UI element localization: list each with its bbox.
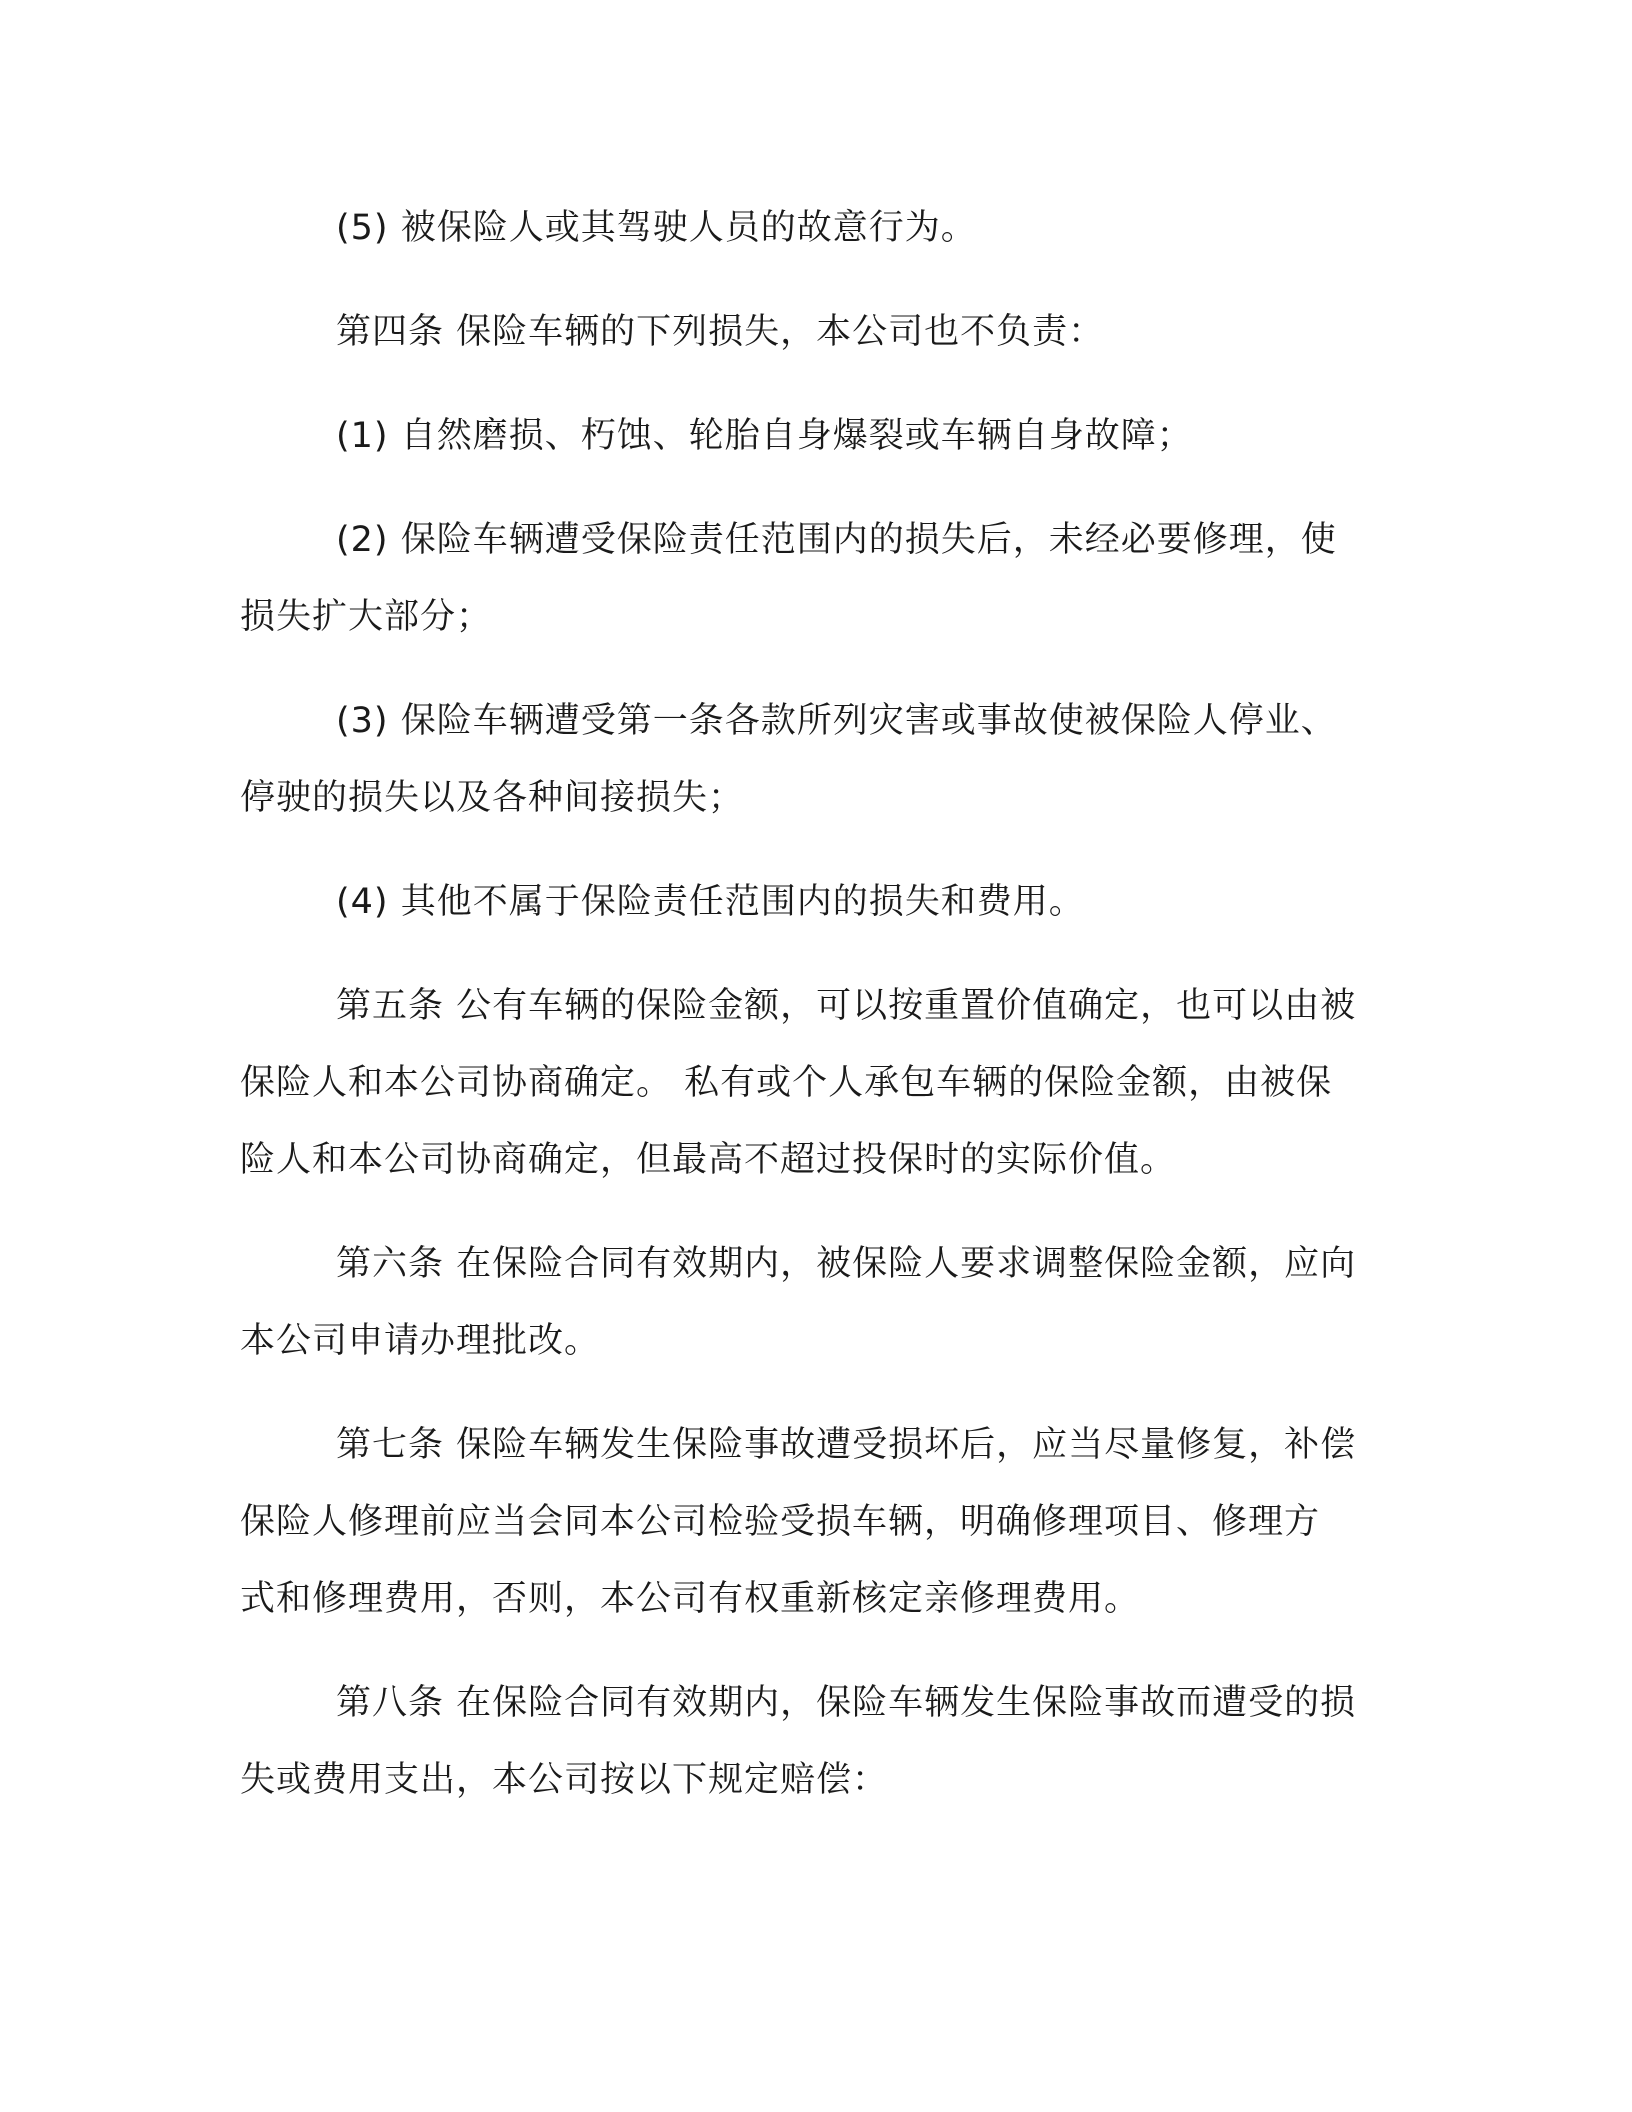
article-5 (240, 968, 1380, 1199)
text-line: 式和修理费用，否则，本公司有权重新核定亲修理费用。 (240, 1579, 1141, 1619)
text-line: 停驶的损失以及各种间接损失； (240, 778, 745, 818)
text-line: 险人和本公司协商确定，但最高不超过投保时的实际价值。 (240, 1140, 1177, 1180)
text-line: (4) 其他不属于保险责任范围内的损失和费用。 (336, 882, 1085, 922)
text-line: 第四条 保险车辆的下列损失，本公司也不负责： (336, 312, 1105, 352)
article-7 (240, 1407, 1380, 1638)
article-4-item-3 (240, 683, 1380, 837)
article-8 (240, 1665, 1380, 1819)
text-line: (3) 保险车辆遭受第一条各款所列灾害或事故使被保险人停业、 (336, 701, 1337, 741)
article-4-item-4 (240, 864, 1380, 941)
text-line: 第八条 在保险合同有效期内，保险车辆发生保险事故而遭受的损 (336, 1683, 1357, 1723)
article-4-item-1 (240, 398, 1380, 475)
text-line: 保险人和本公司协商确定。 私有或个人承包车辆的保险金额，由被保 (240, 1063, 1333, 1103)
document-page (240, 190, 1380, 1846)
clause-item-5 (240, 190, 1380, 267)
text-line: 保险人修理前应当会同本公司检验受损车辆，明确修理项目、修理方 (240, 1502, 1321, 1542)
text-line: 损失扩大部分； (240, 597, 493, 637)
text-line: 失或费用支出，本公司按以下规定赔偿： (240, 1760, 889, 1800)
text-line: 第七条 保险车辆发生保险事故遭受损坏后，应当尽量修复，补偿 (336, 1425, 1357, 1465)
text-line: 第六条 在保险合同有效期内，被保险人要求调整保险金额，应向 (336, 1244, 1357, 1284)
article-4-item-2 (240, 502, 1380, 656)
article-4-heading (240, 294, 1380, 371)
text-line: (5) 被保险人或其驾驶人员的故意行为。 (336, 208, 977, 248)
text-line: 第五条 公有车辆的保险金额，可以按重置价值确定，也可以由被 (336, 986, 1357, 1026)
text-line: (2) 保险车辆遭受保险责任范围内的损失后，未经必要修理，使 (336, 520, 1337, 560)
text-line: (1) 自然磨损、朽蚀、轮胎自身爆裂或车辆自身故障； (336, 416, 1193, 456)
article-6 (240, 1226, 1380, 1380)
text-line: 本公司申请办理批改。 (240, 1321, 601, 1361)
